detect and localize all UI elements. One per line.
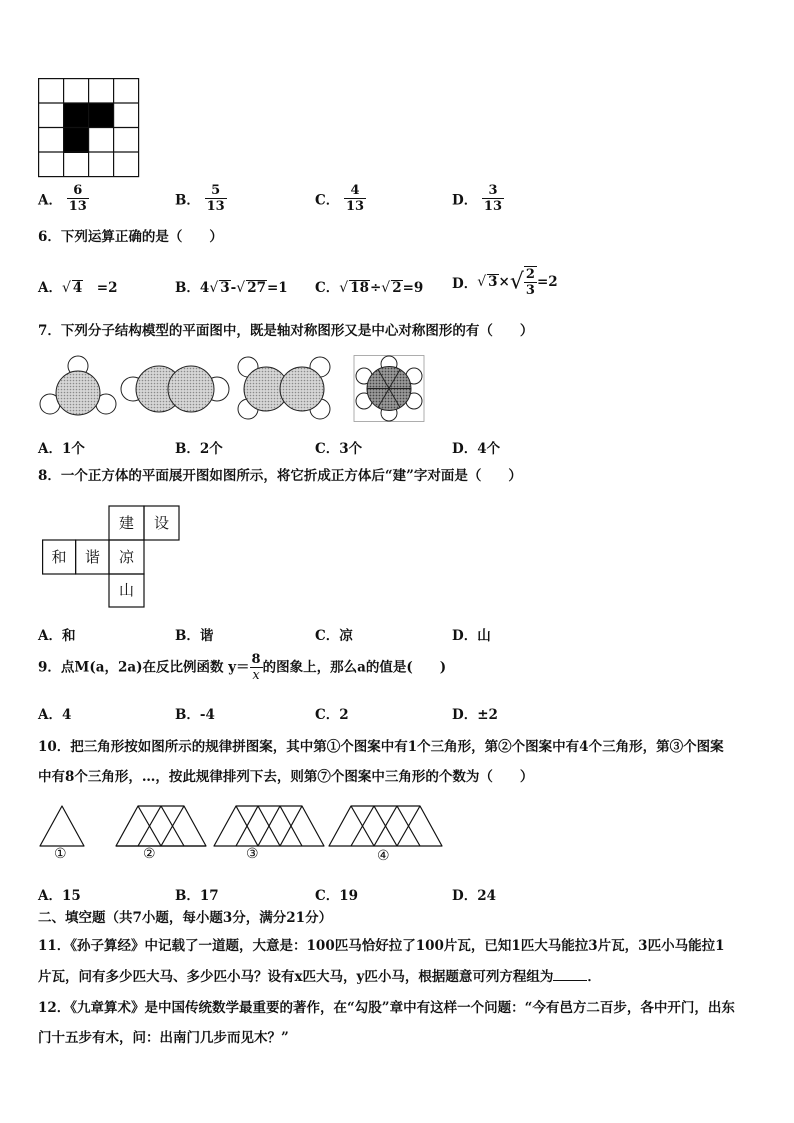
pattern-2 [116, 806, 206, 846]
pattern-label-3: ③ [246, 846, 259, 862]
q6-option-d[interactable]: D．√ 3×√ $\frac{2}{3}$ =2 [452, 267, 558, 298]
q9-stem: 9．点M(a，2a)在反比例函数 y＝ $\frac{8}{x}$ 的图象上，那么a的值是( ) [38, 652, 447, 683]
q5-option-a[interactable]: A． $\frac{6}{13}$ [38, 183, 87, 214]
q5-a-fraction: $\frac{6}{13}$ [68, 183, 87, 214]
q6-option-b[interactable]: B．4√ 3-√ 27=1 [175, 280, 288, 296]
net-cell-jian: 建 [118, 514, 134, 532]
molecule-3 [238, 357, 330, 419]
net-cell-shan: 山 [118, 581, 134, 599]
q12-line1: 12．《九章算术》是中国传统数学最重要的著作，在“勾股”章中有这样一个问题：“今有邑方二百步，各中开门，出东 [38, 1000, 735, 1016]
molecule-models-figure [36, 355, 428, 423]
q8-option-a[interactable]: A．和 [38, 628, 76, 644]
q7-option-d[interactable]: D．4个 [452, 441, 501, 457]
molecule-2 [121, 366, 229, 412]
q5-option-c[interactable]: C． $\frac{4}{13}$ [315, 183, 365, 214]
pattern-3 [214, 806, 324, 846]
q11-line2: 片瓦，问有多少匹大马、多少匹小马？设有x匹大马，y匹小马，根据题意可列方程组为 ． [38, 969, 601, 985]
q5-b-fraction: $\frac{5}{13}$ [206, 183, 225, 214]
q6-d-fraction: $\frac{2}{3}$ [525, 267, 535, 298]
q10-option-c[interactable]: C．19 [315, 888, 359, 904]
q9-option-a[interactable]: A．4 [38, 707, 72, 723]
molecule-4 [354, 356, 424, 422]
q11-answer-blank[interactable] [553, 967, 587, 981]
q10-stem-line2: 中有8个三角形，…，按此规律排列下去，则第⑦个图案中三角形的个数为（ ） [38, 769, 534, 785]
q5-option-d[interactable]: D． $\frac{3}{13}$ [452, 183, 503, 214]
cube-net-figure [42, 505, 182, 611]
pattern-label-2: ② [143, 846, 156, 862]
q10-stem-line1: 10．把三角形按如图所示的规律拼图案，其中第①个图案中有1个三角形，第②个图案中有4个三角形，第③个图案 [38, 739, 724, 755]
q9-option-b[interactable]: B．-4 [175, 707, 215, 723]
q7-stem: 7．下列分子结构模型的平面图中，既是轴对称图形又是中心对称图形的有（ ） [38, 323, 534, 339]
q8-option-d[interactable]: D．山 [452, 628, 491, 644]
q10-option-b[interactable]: B．17 [175, 888, 219, 904]
q9-fraction: $\frac{8}{x}$ [251, 652, 261, 683]
q6-stem: 6．下列运算正确的是（ ） [38, 229, 223, 245]
q10-option-d[interactable]: D．24 [452, 888, 496, 904]
net-cell-he: 和 [51, 548, 67, 566]
pattern-1 [40, 806, 84, 846]
q7-option-a[interactable]: A．1个 [38, 441, 85, 457]
q10-option-a[interactable]: A．15 [38, 888, 81, 904]
q5-option-b[interactable]: B． $\frac{5}{13}$ [175, 183, 225, 214]
q6-option-a[interactable]: A．√ 4 =2 [38, 280, 118, 296]
section-heading: 二、填空题（共7小题，每小题3分，满分21分） [38, 910, 333, 926]
q5-d-fraction: $\frac{3}{13}$ [483, 183, 503, 214]
grid-figure [38, 78, 140, 178]
q12-line2: 门十五步有木，问：出南门几步而见木？” [38, 1030, 289, 1046]
net-cell-she: 设 [153, 514, 169, 532]
molecule-1 [40, 356, 116, 415]
q9-option-c[interactable]: C．2 [315, 707, 349, 723]
pattern-label-1: ① [54, 846, 67, 862]
q7-option-b[interactable]: B．2个 [175, 441, 223, 457]
pattern-label-4: ④ [377, 848, 390, 864]
net-cell-liang: 凉 [118, 548, 134, 566]
q9-option-d[interactable]: D．±2 [452, 707, 498, 723]
q8-option-c[interactable]: C．凉 [315, 628, 353, 644]
q11-line1: 11．《孙子算经》中记载了一道题，大意是：100匹马恰好拉了100片瓦，已知1匹大马能拉3片瓦，3匹小马能拉1 [38, 938, 725, 954]
q8-stem: 8．一个正方体的平面展开图如图所示，将它折成正方体后“建”字对面是（ ） [38, 468, 522, 484]
q8-option-b[interactable]: B．谐 [175, 628, 214, 644]
net-cell-xie: 谐 [84, 548, 100, 566]
q6-option-c[interactable]: C．√ 18÷√ 2=9 [315, 280, 424, 296]
q7-option-c[interactable]: C．3个 [315, 441, 363, 457]
pattern-4 [329, 806, 442, 846]
q5-c-fraction: $\frac{4}{13}$ [345, 183, 365, 214]
